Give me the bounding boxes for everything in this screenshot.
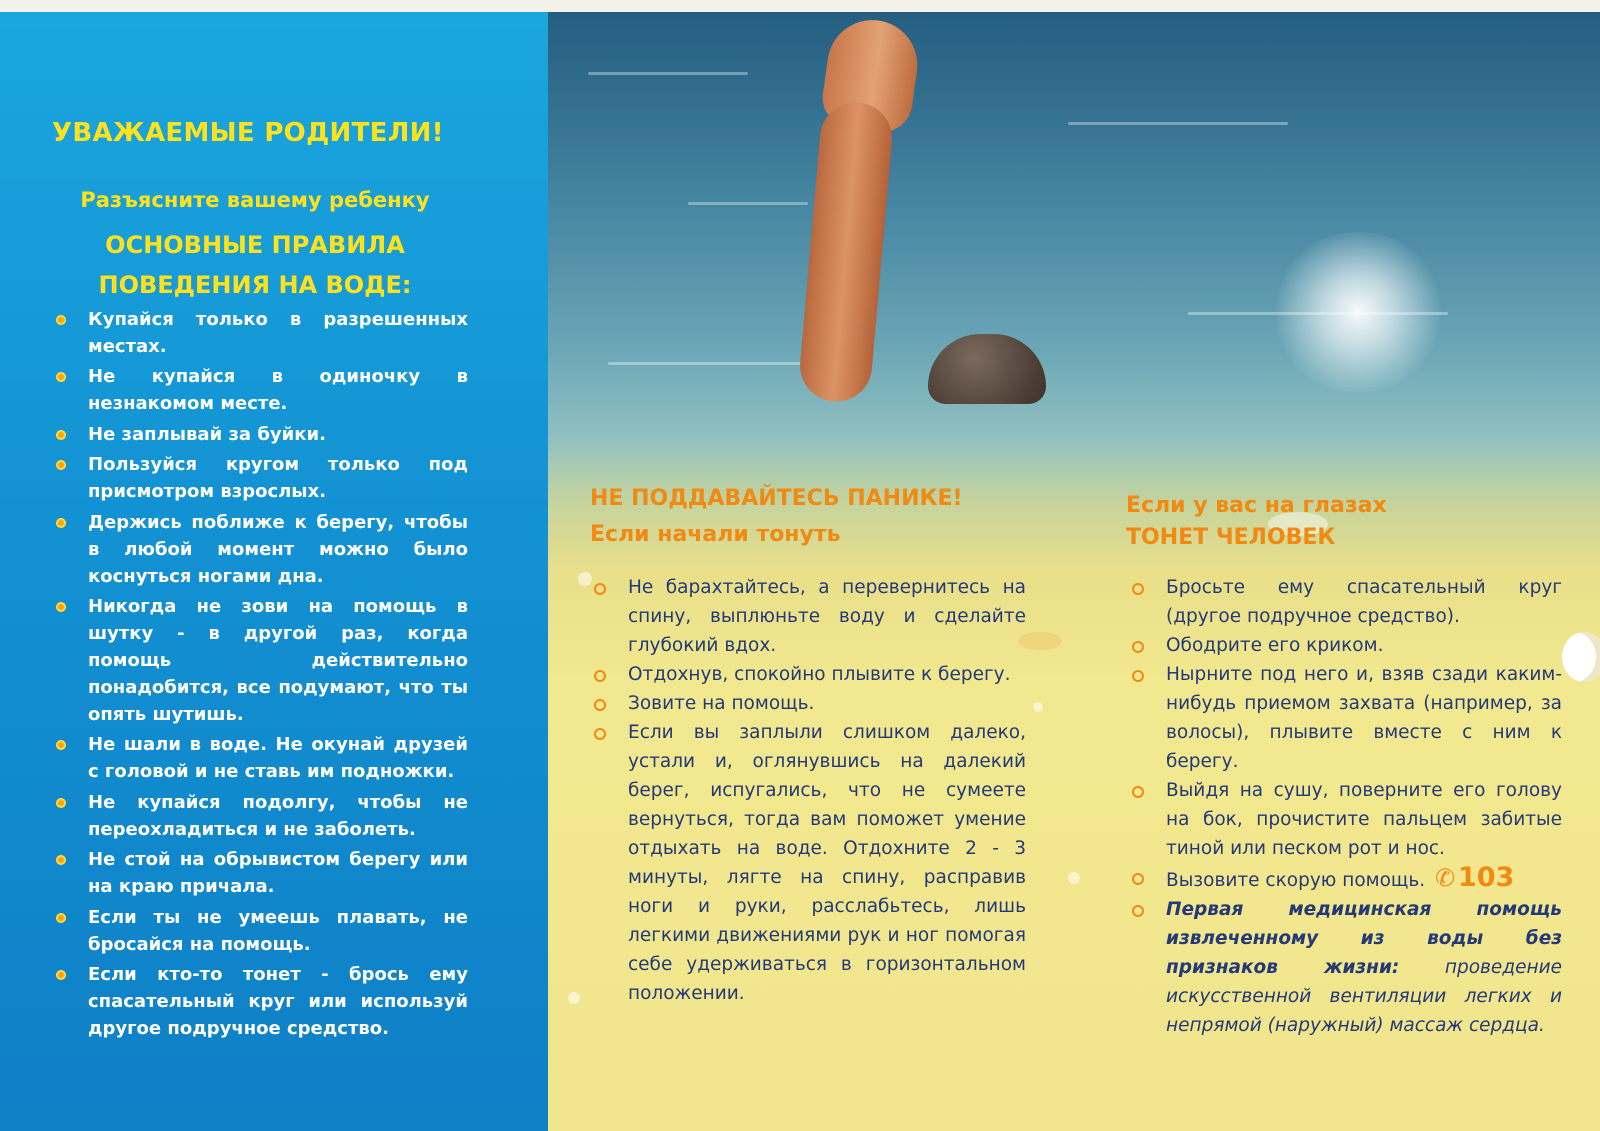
water-surface: [548, 12, 1600, 452]
rule-item: Не заплывай за буйки.: [50, 421, 468, 448]
bullet-icon: [56, 430, 66, 440]
bullet-icon: [1132, 641, 1144, 653]
list-item: [1128, 863, 1562, 895]
bullet-icon: [594, 728, 606, 740]
bubble: [1033, 702, 1043, 712]
rule-item: Держись поближе к берегу, чтобы в любой момент можно было коснуться ногами дна.: [50, 509, 468, 590]
no-panic-title: НЕ ПОДДАВАЙТЕСЬ ПАНИКЕ!: [590, 486, 963, 511]
bullet-icon: [56, 913, 66, 923]
list-item: Если вы заплыли слишком далеко, устали и, оглянувшись на далекий берег, испугались, что не сумеете вернуться, тогда вам поможет умение отдыхать на воде. Отдохните 2 - 3 минуты, лягте на спину, расправив ноги и руки, расслабьтесь, лишь легкими движениями рук и ног помогая себе удерживаться в горизонтальном положении.: [590, 718, 1026, 1008]
bullet-icon: [1132, 873, 1144, 885]
water-rules-list: [50, 306, 468, 1045]
rules-heading-line2: ПОВЕДЕНИЯ НА ВОДЕ:: [98, 271, 412, 299]
list-item: Нырните под него и, взяв сзади каким-нибудь приемом захвата (например, за волосы), плывите вместе с ним к берегу.: [1128, 660, 1562, 776]
bullet-icon: [56, 970, 66, 980]
list-item: Бросьте ему спасательный круг (другое подручное средство).: [1128, 573, 1562, 631]
bullet-icon: [1132, 905, 1144, 917]
rule-item: Пользуйся кругом только под присмотром взрослых.: [50, 451, 468, 505]
bubble: [1068, 872, 1080, 884]
rule-item: Если кто-то тонет - брось ему спасательный круг или используй другое подручное средство.: [50, 961, 468, 1042]
bullet-icon: [594, 670, 606, 682]
list-item: Ободрите его криком.: [1128, 631, 1562, 660]
bubble: [568, 992, 580, 1004]
first-aid-heading: Первая медицинская помощь извлеченному из воды без признаков жизни:: [1166, 899, 1562, 978]
list-item: Зовите на помощь.: [590, 689, 1026, 718]
bullet-icon: [1132, 670, 1144, 682]
rule-item: Не купайся в одиночку в незнакомом месте.: [50, 363, 468, 417]
parents-title: УВАЖАЕМЫЕ РОДИТЕЛИ!: [52, 118, 444, 148]
rule-item: Не купайся подолгу, чтобы не переохладиться и не заболеть.: [50, 789, 468, 843]
parents-subtitle: Разъясните вашему ребенку: [80, 188, 430, 212]
rule-item: Не шали в воде. Не окунай друзей с головой и не ставь им подножки.: [50, 731, 468, 785]
list-item: [1128, 895, 1562, 1040]
water-splash: [1268, 232, 1448, 392]
seashell-decoration: [1562, 632, 1600, 682]
rules-heading: [0, 225, 510, 305]
bullet-icon: [56, 518, 66, 528]
ripple: [1068, 122, 1288, 125]
rescue-title-line2: ТОНЕТ ЧЕЛОВЕК: [1126, 525, 1336, 550]
bullet-icon: [56, 740, 66, 750]
bullet-icon: [56, 315, 66, 325]
ambulance-text: Вызовите скорую помощь.: [1166, 870, 1426, 891]
bullet-icon: [56, 855, 66, 865]
ripple: [688, 202, 808, 205]
rescue-title-line1: Если у вас на глазах: [1126, 493, 1387, 518]
rule-item: Купайся только в разрешенных местах.: [50, 306, 468, 360]
no-panic-subtitle: Если начали тонуть: [590, 522, 841, 547]
rule-item: Никогда не зови на помощь в шутку - в другой раз, когда помощь действительно понадобится, все подумают, что ты опять шутишь.: [50, 593, 468, 728]
ambulance-number: ✆ 103: [1435, 862, 1515, 893]
first-aid-text: проведение искусственной вентиляции легких и непрямой (наружный) массаж сердца.: [1166, 957, 1562, 1036]
bullet-icon: [594, 699, 606, 711]
rule-item: Не стой на обрывистом берегу или на краю причала.: [50, 846, 468, 900]
bullet-icon: [56, 372, 66, 382]
rescue-title: [1126, 490, 1526, 554]
bullet-icon: [56, 460, 66, 470]
bullet-icon: [594, 583, 606, 595]
bullet-icon: [1132, 583, 1144, 595]
list-item: Не барахтайтесь, а перевернитесь на спину, выплюньте воду и сделайте глубокий вдох.: [590, 573, 1026, 660]
bullet-icon: [56, 602, 66, 612]
list-item: Отдохнув, спокойно плывите к берегу.: [590, 660, 1026, 689]
rescue-steps-list: [1128, 573, 1562, 1040]
rule-item: Если ты не умеешь плавать, не бросайся на помощь.: [50, 904, 468, 958]
rules-heading-line1: ОСНОВНЫЕ ПРАВИЛА: [105, 231, 405, 259]
bullet-icon: [56, 798, 66, 808]
self-rescue-list: [590, 573, 1026, 1008]
ripple: [588, 72, 748, 75]
list-item: Выйдя на сушу, поверните его голову на бок, прочистите пальцем забитые тиной или песком рот и нос.: [1128, 776, 1562, 863]
bullet-icon: [1132, 786, 1144, 798]
phone-icon: ✆: [1435, 864, 1456, 892]
